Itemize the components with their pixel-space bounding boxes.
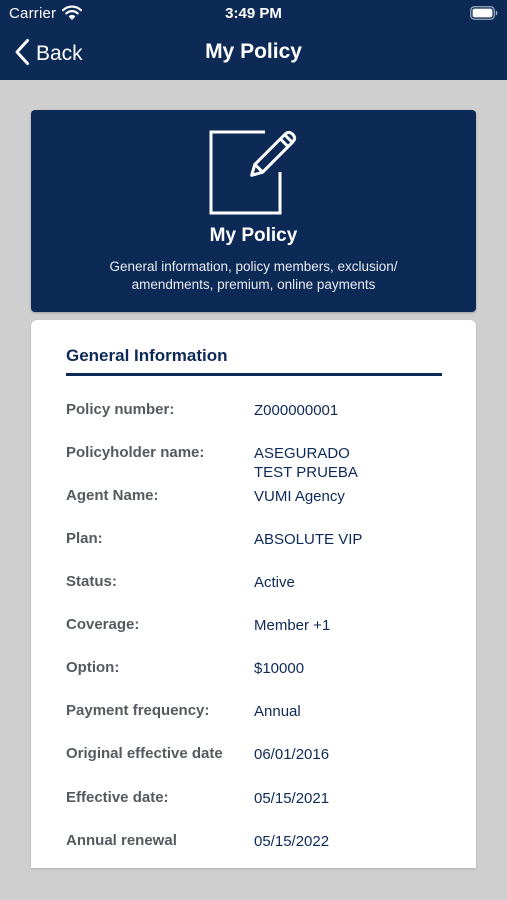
effective-date-value: 05/15/2021	[254, 790, 330, 807]
option-label: Option:	[66, 659, 120, 676]
annual-renewal-label: Annual renewal	[66, 832, 177, 849]
section-title: General Information	[66, 346, 228, 365]
policyholder-name-line-1: ASEGURADO	[254, 445, 350, 462]
page-title: My Policy	[205, 40, 302, 63]
plan-label: Plan:	[66, 530, 103, 547]
section-divider	[66, 373, 442, 376]
effective-date-label: Effective date:	[66, 789, 169, 806]
payment-frequency-label: Payment frequency:	[66, 702, 210, 719]
banner-description: General information, policy members, exclusion/ amendments, premium, online payments	[109, 259, 398, 292]
policy-number-value: Z000000001	[254, 402, 339, 419]
coverage-value: Member +1	[254, 617, 331, 634]
status-value: Active	[254, 574, 295, 591]
banner-title: My Policy	[209, 225, 298, 246]
agent-name-label: Agent Name:	[66, 487, 159, 504]
policyholder-name-value	[254, 444, 454, 482]
coverage-label: Coverage:	[66, 616, 140, 633]
status-label: Status:	[66, 573, 117, 590]
payment-frequency-value: Annual	[254, 703, 301, 720]
agent-name-value: VUMI Agency	[254, 488, 345, 505]
annual-renewal-value: 05/15/2022	[254, 833, 330, 850]
original-effective-date-label: Original effective date	[66, 745, 223, 762]
edit-document-icon	[209, 128, 299, 218]
policyholder-name-line-2: TEST PRUEBA	[254, 464, 358, 481]
nav-bar	[0, 28, 507, 80]
original-effective-date-value: 06/01/2016	[254, 746, 330, 763]
status-bar	[0, 0, 507, 28]
policyholder-name-label: Policyholder name:	[66, 444, 205, 461]
back-label: Back	[36, 42, 83, 65]
my-policy-banner	[31, 110, 476, 312]
status-time: 3:49 PM	[225, 5, 282, 22]
general-information-card	[31, 320, 476, 868]
policy-number-label: Policy number:	[66, 401, 175, 418]
carrier-label: Carrier	[9, 5, 57, 22]
battery-icon	[470, 6, 498, 25]
plan-value: ABSOLUTE VIP	[254, 531, 363, 548]
option-value: $10000	[254, 660, 305, 677]
